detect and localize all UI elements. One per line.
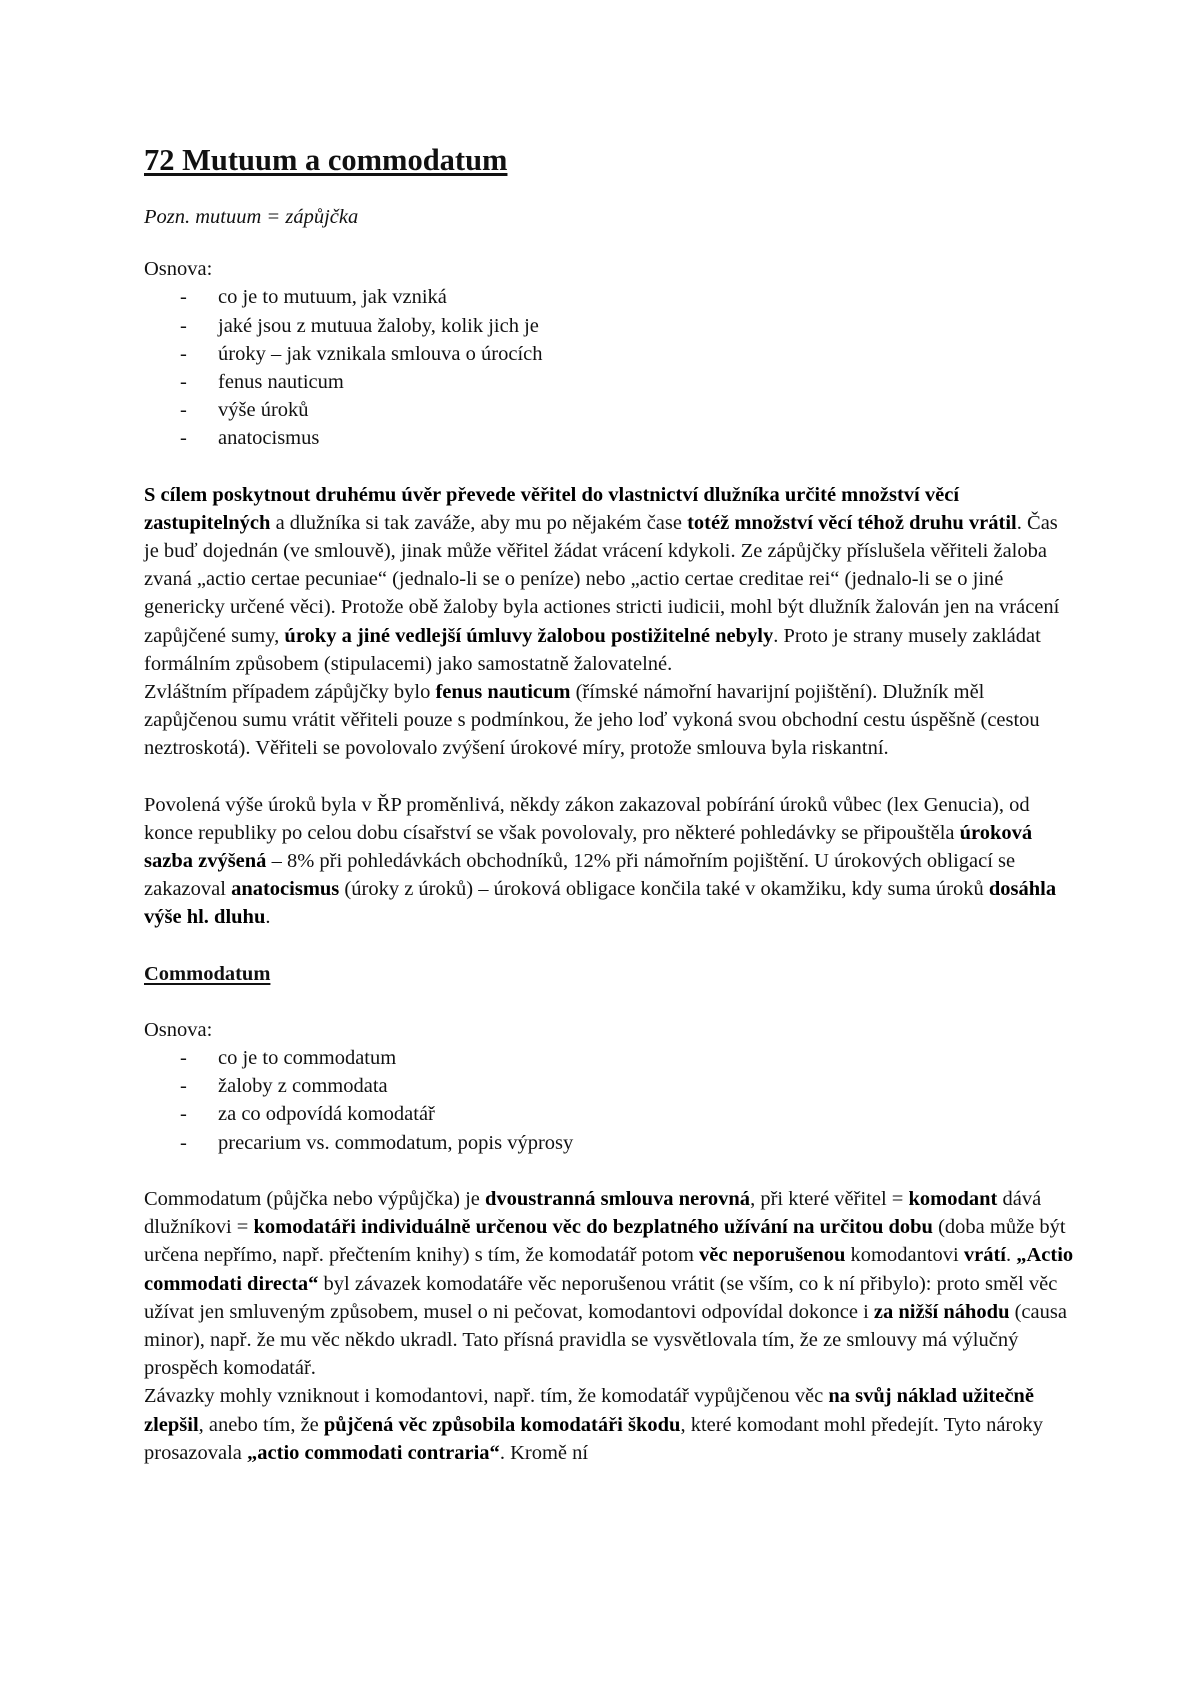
dash-bullet: - <box>180 399 187 422</box>
list-item: - výše úroků <box>144 396 1074 424</box>
spacer <box>144 453 1074 481</box>
outline-list <box>144 283 1074 452</box>
list-item: - za co odpovídá komodatář <box>144 1100 1074 1128</box>
list-item: - co je to commodatum <box>144 1044 1074 1072</box>
dash-bullet: - <box>180 1075 187 1098</box>
spacer <box>144 763 1074 791</box>
document-page <box>144 140 1074 1467</box>
dash-bullet: - <box>180 342 187 365</box>
paragraph-interest: Povolená výše úroků byla v ŘP proměnlivá, někdy zákon zakazoval pobírání úroků vůbec (lex Genucia), od konce republiky po celou dobu císařství se však povolovaly, pro některé pohledávky se připouštěla úroková sazba zvýšená – 8% při pohledávkách obchodníků, 12% při námořním pojištění. U úrokových obligací se zakazoval anatocismus (úroky z úroků) – úroková obligace končila také v okamžiku, kdy suma úroků dosáhla výše hl. dluhu. <box>144 793 1057 929</box>
paragraph-mutuum: S cílem poskytnout druhému úvěr převede věřitel do vlastnictví dlužníka určité množství věcí zastupitelných a dlužníka si tak zaváže, aby mu po nějakém čase totéž množství věcí téhož druhu vrátil. Čas je buď dojednán (ve smlouvě), jinak může věřitel žádat vrácení kdykoli. Ze zápůjčky příslušela věřiteli žaloba zvaná „actio certae pecuniae“ (jednalo-li se o peníze) nebo „actio certae creditae rei“ (jednalo-li se o jiné genericky určené věci). Protože obě žaloby byla actiones stricti iudicii, mohl být dlužník žalován jen na vrácení zapůjčené sumy, úroky a jiné vedlejší úmluvy žalobou postižitelné nebyly. Proto je strany musely zakládat formálním způsobem (stipulacemi) jako samostatně žalovatelné. <box>144 483 1060 675</box>
dash-bullet: - <box>180 1131 187 1154</box>
list-item: - co je to mutuum, jak vzniká <box>144 283 1074 311</box>
list-item: - úroky – jak vznikala smlouva o úrocích <box>144 340 1074 368</box>
outline-list <box>144 1044 1074 1157</box>
list-item: - fenus nauticum <box>144 368 1074 396</box>
dash-bullet: - <box>180 371 187 394</box>
spacer <box>144 932 1074 960</box>
list-item: - anatocismus <box>144 424 1074 452</box>
outline-label: Osnova: <box>144 1018 213 1041</box>
outline-label: Osnova: <box>144 258 213 281</box>
section-heading-commodatum: Commodatum <box>144 962 271 985</box>
dash-bullet: - <box>180 1103 187 1126</box>
dash-bullet: - <box>180 286 187 309</box>
page-title: 72 Mutuum a commodatum <box>144 143 508 177</box>
list-item: - precarium vs. commodatum, popis výprosy <box>144 1129 1074 1157</box>
paragraph-commodatum: Commodatum (půjčka nebo výpůjčka) je dvoustranná smlouva nerovná, při které věřitel = komodant dává dlužníkovi = komodatáři individuálně určenou věc do bezplatného užívání na určitou dobu (doba může být určena nepřímo, např. přečtením knihy) s tím, že komodatář potom věc neporušenou komodantovi vrátí. „Actio commodati directa“ byl závazek komodatáře věc neporušenou vrátit (se vším, co k ní přibylo): proto směl věc užívat jen smluveným způsobem, musel o ni pečovat, komodantovi odpovídal dokonce i za nižší náhodu (causa minor), např. že mu věc někdo ukradl. Tato přísná pravidla se vysvětlovala tím, že ze smlouvy má výlučný prospěch komodatář. <box>144 1187 1074 1380</box>
list-item: - jaké jsou z mutuua žaloby, kolik jich je <box>144 312 1074 340</box>
dash-bullet: - <box>180 314 187 337</box>
list-item: - žaloby z commodata <box>144 1072 1074 1100</box>
dash-bullet: - <box>180 1047 187 1070</box>
note: Pozn. mutuum = zápůjčka <box>144 206 359 228</box>
spacer <box>144 1157 1074 1185</box>
paragraph-fenus-nauticum: Zvláštním případem zápůjčky bylo fenus nauticum (římské námořní havarijní pojištění). Dlužník měl zapůjčenou sumu vrátit věřiteli pouze s podmínkou, že jeho loď vykoná svou obchodní cestu úspěšně (cestou neztroskotá). Věřiteli se povolovalo zvýšení úrokové míry, protože smlouva byla riskantní. <box>144 681 1040 760</box>
spacer <box>144 988 1074 1016</box>
dash-bullet: - <box>180 427 187 450</box>
paragraph-commodant-claims: Závazky mohly vzniknout i komodantovi, např. tím, že komodatář vypůjčenou věc na svůj náklad užitečně zlepšil, anebo tím, že půjčená věc způsobila komodatáři škodu, které komodant mohl předejít. Tyto nároky prosazovala „actio commodati contraria“. Kromě ní <box>144 1385 1043 1464</box>
